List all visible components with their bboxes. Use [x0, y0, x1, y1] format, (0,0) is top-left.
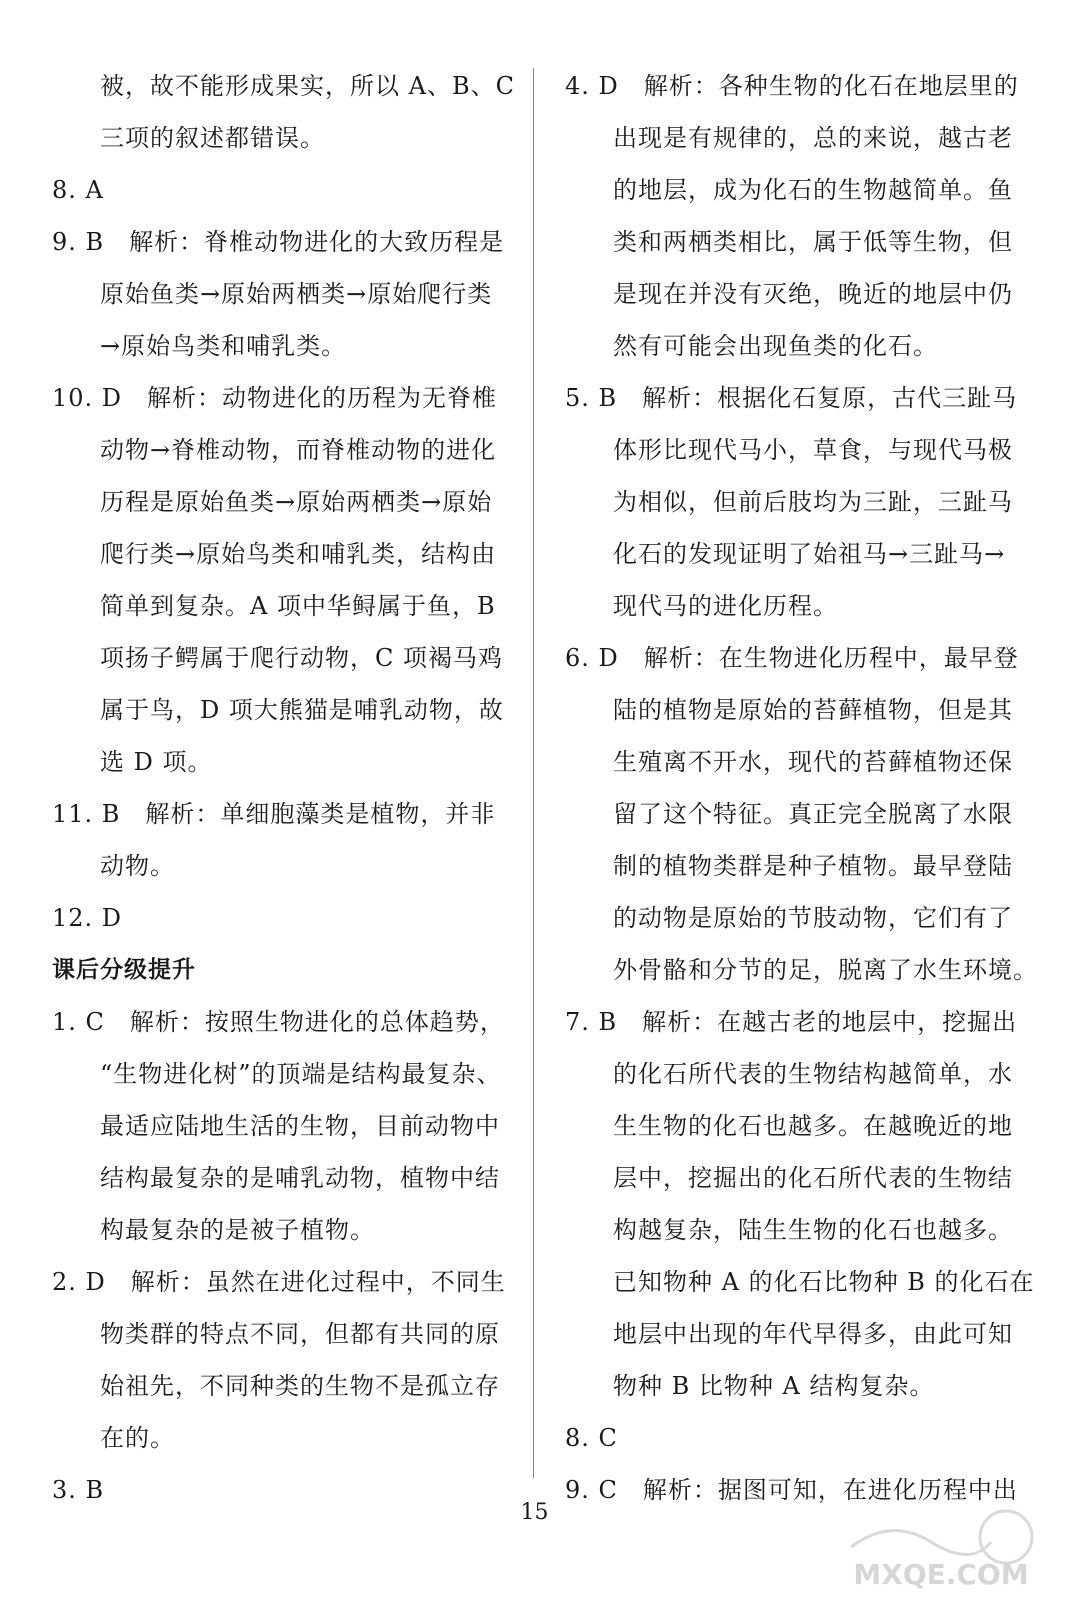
answer-line: “生物进化树”的顶端是结构最复杂、	[100, 1060, 502, 1088]
answer-line: 层中，挖掘出的化石所代表的生物结	[613, 1164, 1013, 1192]
answer-line: 为相似，但前后肢均为三趾，三趾马	[613, 488, 1013, 516]
answer-line: 现代马的进化历程。	[613, 592, 838, 620]
answer-line: 爬行类→原始鸟类和哺乳类，结构由	[100, 540, 497, 568]
answer-line: 结构最复杂的是哺乳动物，植物中结	[100, 1164, 500, 1192]
answer-line: 2. D 解析：虽然在进化过程中，不同生	[52, 1268, 506, 1296]
left-column	[52, 60, 515, 1516]
answer-line: 动物。	[100, 852, 175, 880]
answer-line: 最适应陆地生活的生物，目前动物中	[100, 1112, 500, 1140]
answer-line: 生殖离不开水，现代的苔藓植物还保	[613, 748, 1013, 776]
answer-line: 在的。	[100, 1424, 175, 1452]
answer-line: 5. B 解析：根据化石复原，古代三趾马	[565, 384, 1018, 412]
answer-line: 4. D 解析：各种生物的化石在地层里的	[565, 72, 1019, 100]
answer-line: 三项的叙述都错误。	[100, 124, 325, 152]
answer-line: 物种 B 比物种 A 结构复杂。	[613, 1372, 935, 1400]
answer-line: 11. B 解析：单细胞藻类是植物，并非	[52, 800, 496, 828]
answer-line: 原始鱼类→原始两栖类→原始爬行类	[100, 280, 493, 308]
answer-line: 物类群的特点不同，但都有共同的原	[100, 1320, 500, 1348]
answer-line: 被，故不能形成果实，所以 A、B、C	[100, 72, 515, 100]
answer-line: 12. D	[52, 904, 123, 932]
answer-line: 体形比现代马小，草食，与现代马极	[613, 436, 1013, 464]
answer-line: 的化石所代表的生物结构越简单，水	[613, 1060, 1013, 1088]
column-divider	[533, 68, 534, 1478]
answer-line: 10. D 解析：动物进化的历程为无脊椎	[52, 384, 498, 412]
answer-line: 构越复杂，陆生生物的化石也越多。	[613, 1216, 1013, 1244]
watermark-logo	[831, 1502, 1051, 1592]
answer-line: 然有可能会出现鱼类的化石。	[613, 332, 938, 360]
answer-line: 是现在并没有灭绝，晚近的地层中仍	[613, 280, 1013, 308]
answer-line: 类和两栖类相比，属于低等生物，但	[613, 228, 1013, 256]
answer-line: 的动物是原始的节肢动物，它们有了	[613, 904, 1013, 932]
answer-line: 生生物的化石也越多。在越晚近的地	[613, 1112, 1013, 1140]
answer-line: 地层中出现的年代早得多，由此可知	[613, 1320, 1013, 1348]
answer-line: 制的植物类群是种子植物。最早登陆	[613, 852, 1013, 880]
answer-line: 陆的植物是原始的苔藓植物，但是其	[613, 696, 1013, 724]
answer-line: 留了这个特征。真正完全脱离了水限	[613, 800, 1013, 828]
answer-line: 6. D 解析：在生物进化历程中，最早登	[565, 644, 1019, 672]
answer-line: 历程是原始鱼类→原始两栖类→原始	[100, 488, 493, 516]
answer-line: 9. B 解析：脊椎动物进化的大致历程是	[52, 228, 505, 256]
watermark-text: MXQE.COM	[853, 1558, 1029, 1591]
right-column	[565, 60, 1038, 1516]
answer-line: 简单到复杂。A 项中华鲟属于鱼，B	[100, 592, 496, 620]
answer-line: 动物→脊椎动物，而脊椎动物的进化	[100, 436, 497, 464]
answer-line: 已知物种 A 的化石比物种 B 的化石在	[613, 1268, 1035, 1296]
answer-line: 7. B 解析：在越古老的地层中，挖掘出	[565, 1008, 1018, 1036]
answer-line: 1. C 解析：按照生物进化的总体趋势，	[52, 1008, 505, 1036]
answer-line: 3. B	[52, 1476, 105, 1504]
answer-line: →原始鸟类和哺乳类。	[100, 332, 347, 360]
answer-line: 选 D 项。	[100, 748, 213, 776]
answer-line: 化石的发现证明了始祖马→三趾马→	[613, 540, 1006, 568]
section-heading: 课后分级提升	[52, 957, 196, 983]
answer-line: 9. C 解析：据图可知，在进化历程中出	[565, 1476, 1018, 1504]
answer-line: 的地层，成为化石的生物越简单。鱼	[613, 176, 1013, 204]
answer-line: 始祖先，不同种类的生物不是孤立存	[100, 1372, 500, 1400]
page-number: 15	[520, 1500, 549, 1525]
answer-line: 属于鸟，D 项大熊猫是哺乳动物，故	[100, 696, 504, 724]
answer-line: 8. C	[565, 1424, 618, 1452]
answer-line: 外骨骼和分节的足，脱离了水生环境。	[613, 956, 1038, 984]
answer-line: 构最复杂的是被子植物。	[100, 1216, 375, 1244]
answer-line: 项扬子鳄属于爬行动物，C 项褐马鸡	[100, 644, 503, 672]
answer-line: 8. A	[52, 176, 104, 204]
answer-line: 出现是有规律的，总的来说，越古老	[613, 124, 1013, 152]
